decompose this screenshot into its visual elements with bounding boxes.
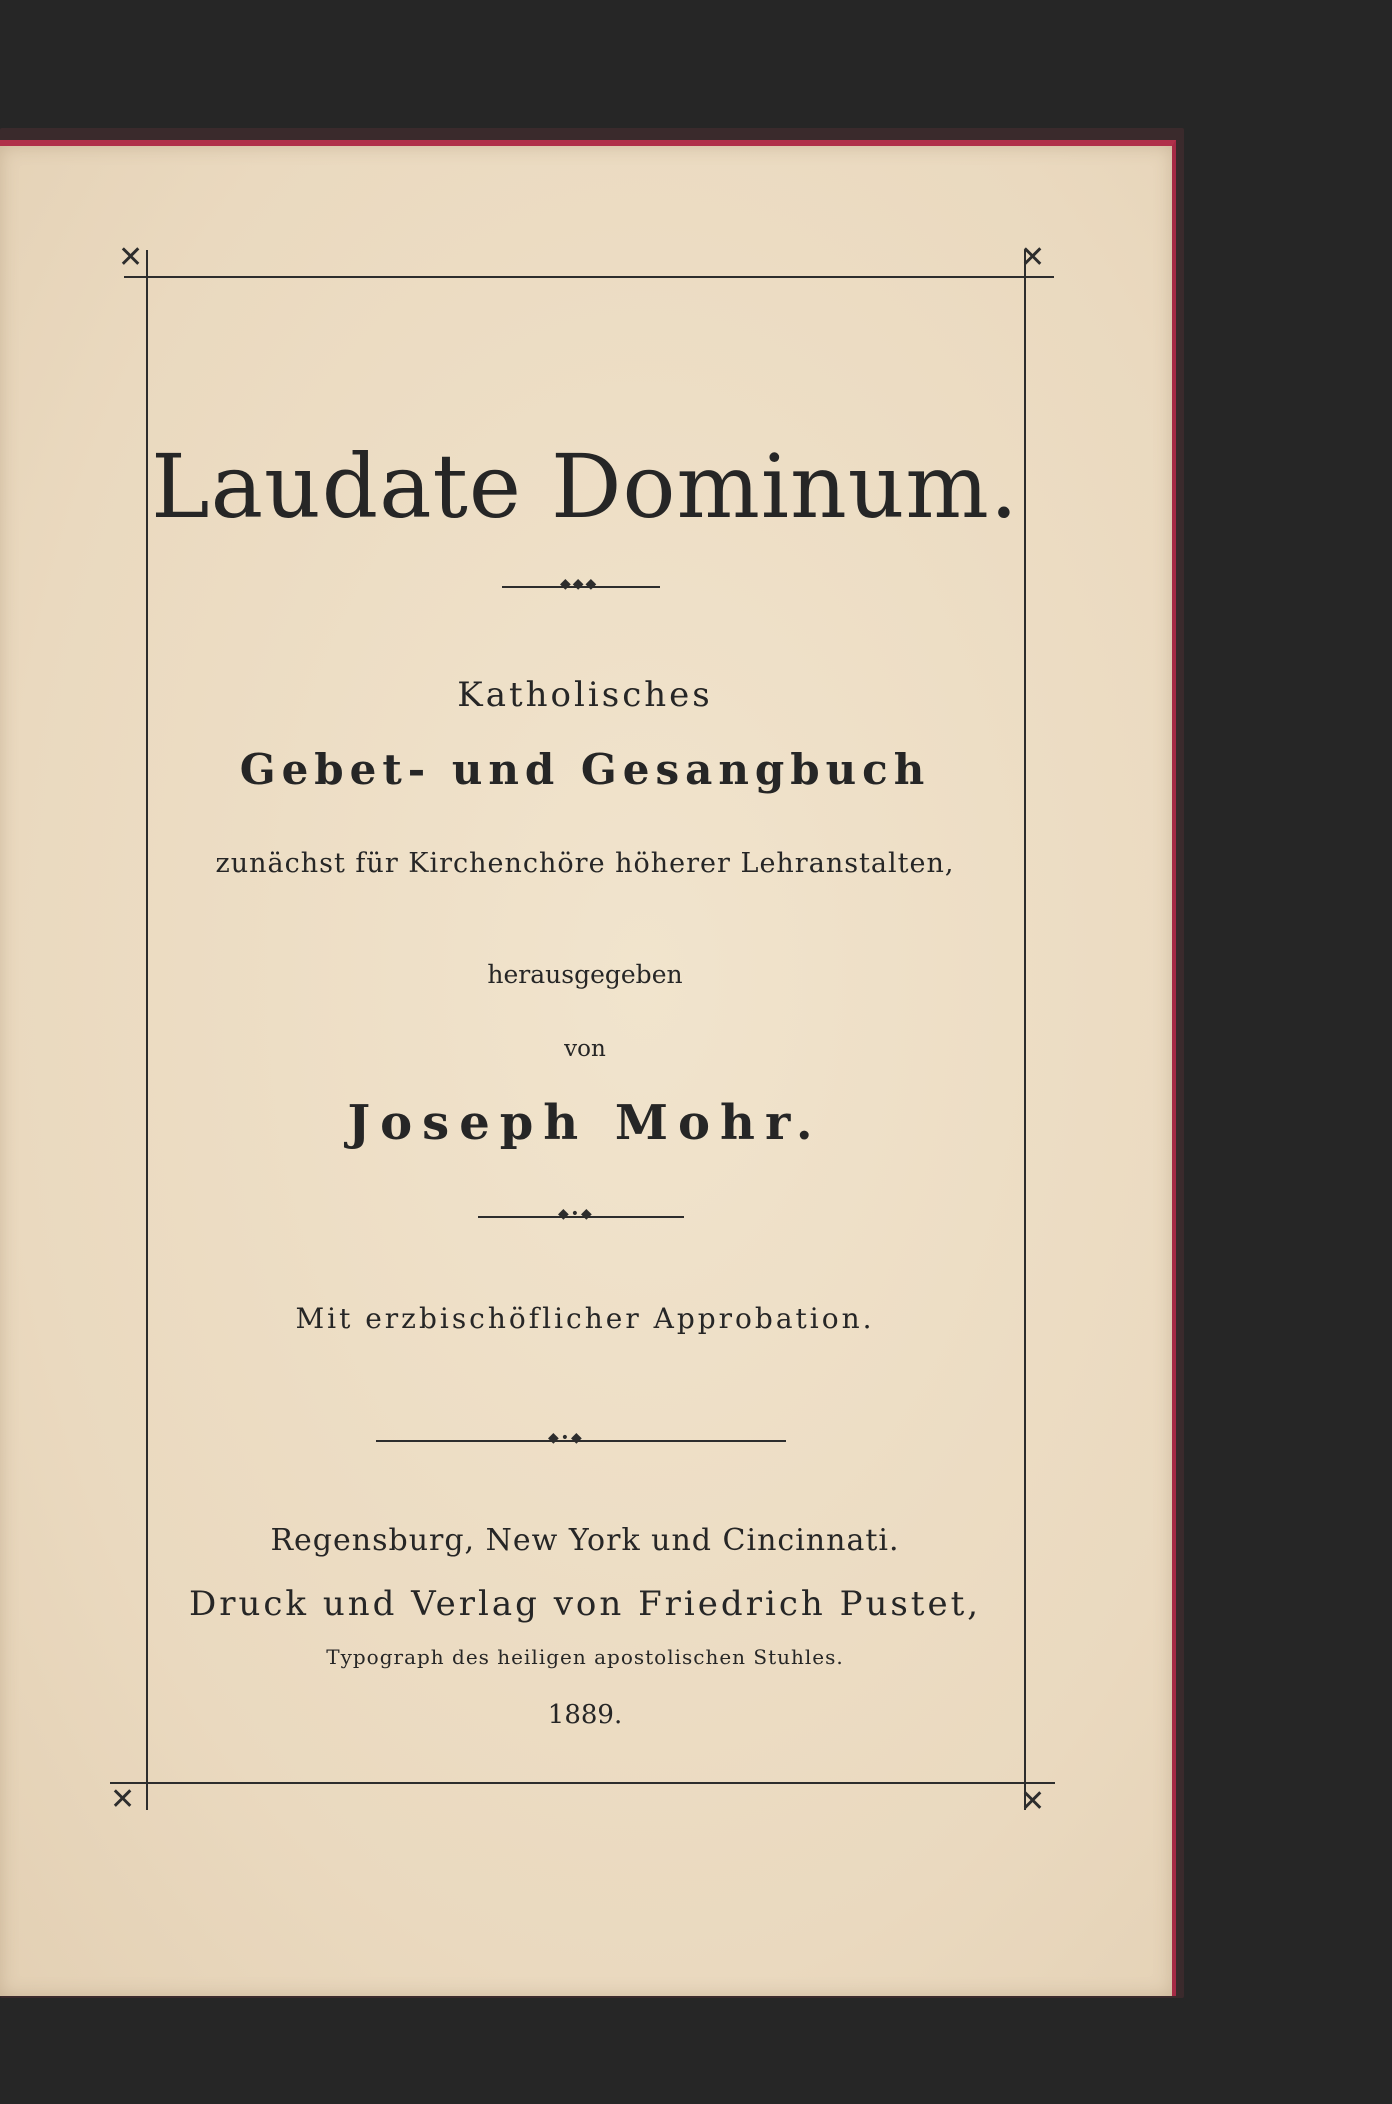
divider-3-ornament: ◆•◆ <box>548 1430 584 1446</box>
edited-by-label: herausgegeben <box>487 960 683 989</box>
subtitle-gesangbuch: Gebet- und Gesangbuch <box>239 745 931 794</box>
corner-ornament-top-left: ✕ <box>118 240 144 275</box>
author-name: Joseph Mohr. <box>347 1095 823 1151</box>
corner-ornament-bottom-right: ✕ <box>1020 1784 1046 1819</box>
approbation-note: Mit erzbischöflicher Approbation. <box>295 1302 875 1335</box>
publisher-line: Druck und Verlag von Friedrich Pustet, <box>188 1584 982 1624</box>
publication-place: Regensburg, New York und Cincinnati. <box>270 1523 900 1558</box>
subtitle-lehranstalten: zunächst für Kirchenchöre höherer Lehranstalten, <box>215 848 955 879</box>
subtitle-katholisches: Katholisches <box>457 675 713 715</box>
by-label: von <box>564 1036 606 1062</box>
book-title: Laudate Dominum. <box>151 435 1019 538</box>
frame-right-line <box>1024 250 1026 1810</box>
corner-ornament-top-right: ✕ <box>1020 240 1046 275</box>
publication-year: 1889. <box>547 1700 623 1730</box>
frame-top-line <box>124 276 1054 278</box>
divider-1-ornament: ◆◆◆ <box>560 576 599 592</box>
corner-ornament-bottom-left: ✕ <box>110 1782 136 1817</box>
divider-2-ornament: ◆•◆ <box>558 1206 594 1222</box>
frame-bottom-line <box>110 1782 1055 1784</box>
typograph-line: Typograph des heiligen apostolischen Stuhles. <box>326 1645 844 1669</box>
